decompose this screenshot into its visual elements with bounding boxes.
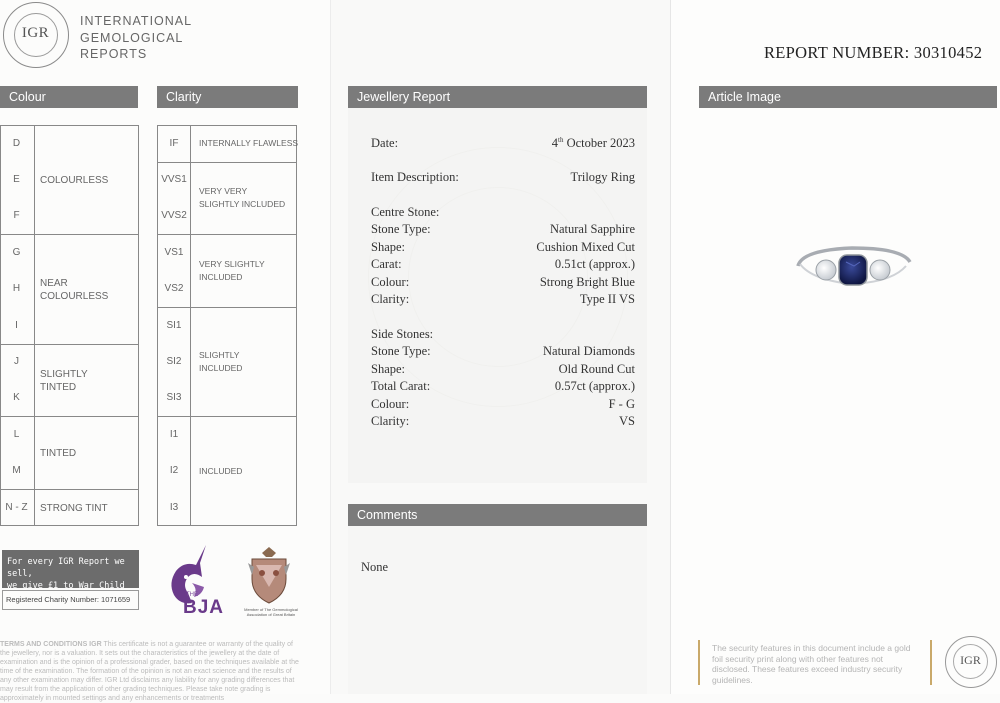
clarity-grade: SI1 (166, 320, 182, 331)
report-row-label: Total Carat: (371, 379, 431, 394)
terms-text: This certificate is not a guarantee or warranty of the quality of the jewellery, nor is a valuation. It sets out the characteristics of the jewellery at the date of examination and is the opinion of a professional grader, based on the techniques available at the time of the examination. The formation of the opinion is not an exact science and the results of any other examination may differ. IGR Ltd disclaims any liability for any grading differences that may result from the application of other grading techniques. Please take note grading is approximately in mounted settings and any enhancements or treatments (0, 641, 299, 702)
report-number: REPORT NUMBER: 30310452 (764, 43, 983, 62)
side-stones-label: Side Stones: (371, 327, 434, 341)
colour-group-label: NEAR (40, 278, 68, 289)
item-description-label: Item Description: (371, 170, 459, 184)
clarity-header: Clarity (157, 86, 298, 108)
bja-small-text: THE (186, 592, 198, 598)
report-row-value: Natural Sapphire (549, 222, 635, 236)
igr-seal-logo (945, 636, 997, 688)
gold-foil-bar-right (930, 640, 932, 685)
clarity-group-label: VERY VERY (199, 186, 248, 196)
igr-logo (3, 2, 69, 68)
charity-line-1: For every IGR Report we sell, (7, 557, 125, 579)
report-row-label: Carat: (371, 257, 402, 272)
bja-text: BJA (183, 597, 225, 618)
clarity-group-label: INCLUDED (199, 272, 243, 282)
clarity-grade: I3 (169, 502, 179, 513)
comments-header: Comments (348, 504, 647, 526)
clarity-grade: VVS2 (161, 210, 187, 221)
brand-line-1: INTERNATIONAL (80, 14, 193, 28)
report-row-value: Strong Bright Blue (539, 274, 635, 289)
colour-group-label: TINTED (40, 448, 77, 459)
colour-group-label: TINTED (40, 382, 77, 393)
report-row-value: Natural Diamonds (543, 344, 635, 358)
brand-line-2: GEMOLOGICAL (80, 30, 184, 45)
colour-grade: M (12, 465, 21, 476)
terms-heading: TERMS AND CONDITIONS IGR (0, 641, 102, 648)
clarity-grade: VVS1 (161, 174, 187, 185)
report-row-label: Shape: (371, 361, 406, 376)
comments-body (348, 526, 647, 694)
centre-stone-label: Centre Stone: (371, 205, 440, 219)
charity-number: Registered Charity Number: 1071659 (2, 590, 139, 610)
gem-association-caption-line-2: Association of Great Britain (246, 612, 296, 617)
report-row-value: VS (619, 414, 635, 429)
charity-line-2: we give £1 to War Child (7, 581, 125, 591)
report-row-value: Old Round Cut (558, 361, 635, 376)
colour-grade: I (15, 320, 18, 331)
clarity-group-label: SLIGHTLY INCLUDED (199, 199, 286, 209)
date-suffix: th (558, 136, 564, 144)
jewellery-report-header: Jewellery Report (348, 86, 647, 108)
clarity-grade: SI2 (166, 356, 182, 367)
trilogy-ring-image (792, 240, 914, 296)
gem-association-caption-line-1: Member of The Gemmological (244, 607, 298, 612)
date-day: 4 (551, 136, 559, 151)
igr-seal-text: IGR (960, 653, 981, 667)
clarity-group-label: INCLUDED (199, 466, 243, 476)
colour-grade: N - Z (5, 502, 28, 513)
charity-banner (2, 550, 139, 591)
item-description-value: Trilogy Ring (570, 170, 635, 184)
date-month-year: October 2023 (563, 136, 635, 151)
clarity-grade: I1 (169, 429, 179, 440)
gem-association-crest (244, 545, 294, 607)
clarity-grade: VS2 (164, 283, 184, 294)
report-row-label: Shape: (371, 239, 406, 254)
report-row-label: Clarity: (371, 414, 410, 429)
colour-grade: J (14, 356, 19, 367)
terms-and-conditions (0, 640, 300, 703)
gem-association-caption (241, 607, 301, 617)
colour-group-label: SLIGHTLY (40, 369, 88, 380)
colour-group-label: COLOURLESS (40, 291, 109, 302)
clarity-grade: I2 (169, 465, 179, 476)
colour-header: Colour (0, 86, 138, 108)
report-row-label: Clarity: (371, 292, 410, 307)
security-note: The security features in this document include a gold foil security print along with other features not disclosed. These features exceed industry security guidelines. (712, 643, 911, 685)
report-row-label: Colour: (371, 396, 410, 411)
comments-text: None (361, 560, 389, 574)
colour-grade: K (13, 392, 20, 403)
article-image-header: Article Image (699, 86, 997, 108)
report-row-label: Colour: (371, 274, 410, 289)
grading-scale-panel (0, 0, 330, 702)
colour-grade: F (13, 210, 20, 221)
clarity-grade: IF (169, 138, 179, 149)
report-row-value: Cushion Mixed Cut (536, 239, 635, 254)
colour-grade: E (13, 174, 20, 185)
report-row-value: 0.57ct (approx.) (554, 379, 635, 394)
report-row-label: Stone Type: (371, 344, 431, 358)
colour-group-label: COLOURLESS (40, 175, 109, 186)
clarity-group-label: VERY SLIGHTLY (199, 259, 265, 269)
clarity-group-label: SLIGHTLY (199, 350, 240, 360)
report-row-value: Type II VS (579, 292, 635, 307)
brand-line-3: REPORTS (80, 47, 148, 61)
colour-grade: H (12, 283, 21, 294)
date-value (552, 136, 635, 151)
clarity-grade: SI3 (166, 392, 182, 403)
colour-group-label: STRONG TINT (40, 503, 108, 514)
colour-grade: G (12, 247, 21, 258)
gold-foil-bar-left (698, 640, 700, 685)
clarity-grade: VS1 (164, 247, 184, 258)
logo-text: IGR (21, 25, 50, 41)
report-row-value: F - G (608, 396, 635, 411)
report-row-value: 0.51ct (approx.) (554, 257, 635, 272)
clarity-group-label: INTERNALLY FLAWLESS (199, 138, 299, 148)
colour-grade: D (12, 138, 21, 149)
brand-name (80, 13, 192, 63)
date-label: Date: (371, 136, 399, 150)
clarity-group-label: INCLUDED (199, 363, 243, 373)
report-row-label: Stone Type: (371, 222, 431, 236)
colour-grade: L (13, 429, 20, 440)
